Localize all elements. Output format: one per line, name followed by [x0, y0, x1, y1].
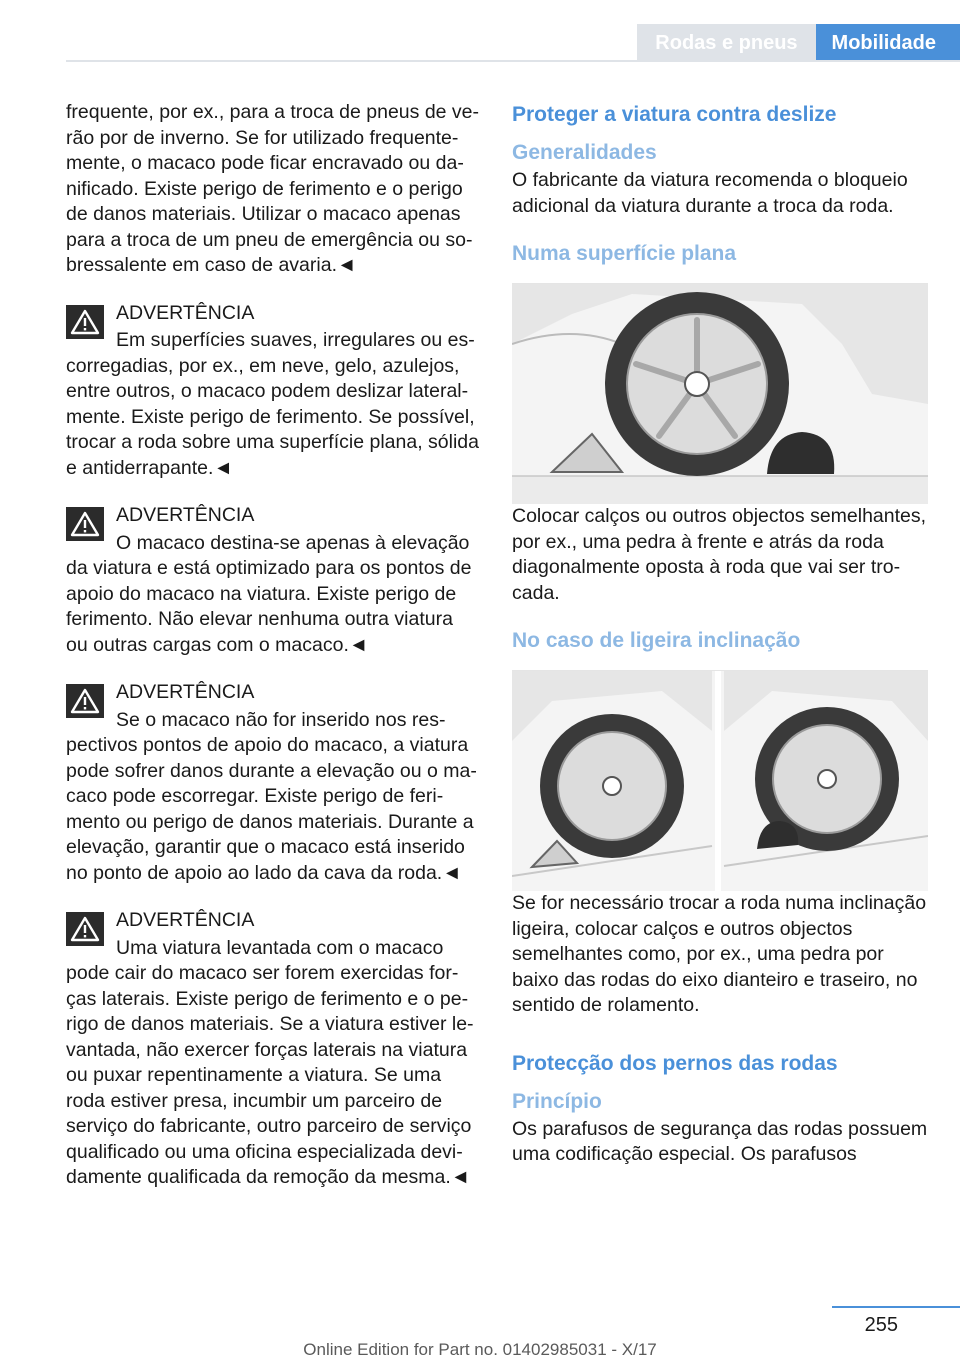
warning-text: Uma viatura levantada com o macaco pode cair do macaco ser forem exercidas forças laterais. Existe perigo de ferimento e o perigo de danos materiais. Se a viatura estiver levantada, não exercer forças laterais na viatura ou puxar repentinamente a viatura. Se uma roda estiver presa, incumbir um parceiro de serviço do fabricante, outro parceiro de serviço qualificado ou uma oficina especializada devidamente qualificada da remoção da mesma.◄: [66, 936, 474, 1188]
warning-triangle-icon: [66, 507, 104, 541]
warning-triangle-icon: [66, 912, 104, 946]
flat-surface-illustration: [512, 284, 928, 504]
subheading-principle: Princípio: [512, 1089, 602, 1113]
warning-block-1: [66, 301, 480, 482]
subheading-flat-surface: Numa superfície plana: [512, 242, 737, 265]
flat-surface-paragraph: Colocar calços ou outros objectos semelhantes, por ex., uma pedra à frente e atrás da roda diagonalmente oposta à roda que vai ser trocada.: [512, 505, 927, 604]
figure-incline: [512, 670, 928, 891]
warning-title: ADVERTÊNCIA: [116, 301, 255, 324]
warning-block-4: [66, 908, 480, 1191]
warning-title: ADVERTÊNCIA: [116, 504, 255, 526]
footer-edition: Online Edition for Part no. 01402985031 - X/17: [303, 1340, 657, 1359]
subheading-incline: No caso de ligeira inclinação: [512, 629, 801, 652]
intro-paragraph: frequente, por ex., para a troca de pneus de verão por de inverno. Se for utilizado frequentemente, o macaco pode ficar encravado ou danificado. Existe perigo de ferimento e o perigo de danos materiais. Utilizar o macaco apenas para a troca de um pneu de emergência ou sobressalente em caso de avaria.◄: [66, 101, 480, 276]
left-column: [66, 100, 480, 1191]
page-number: 255: [864, 1314, 898, 1336]
incline-illustration: [512, 671, 928, 891]
warning-text: Em superfícies suaves, irregulares ou escorregadias, por ex., em neve, gelo, azulejos, entre outros, o macaco podem deslizar lateralmente. Existe perigo de ferimento. Se possível, trocar a roda sobre uma superfície plana, sólida e antiderrapante.◄: [66, 329, 479, 479]
warning-text: O macaco destina-se apenas à elevação da viatura e está optimizado para os pontos de apoio do macaco na viatura. Existe perigo de ferimento. Não elevar nenhuma outra viatura ou outras cargas com o macaco.◄: [66, 531, 472, 656]
principle-paragraph: Os parafusos de segurança das rodas possuem uma codificação especial. Os parafusos: [512, 1117, 928, 1165]
warning-triangle-icon: [66, 684, 104, 718]
header-rule: [66, 60, 960, 62]
warning-title: ADVERTÊNCIA: [116, 909, 255, 931]
subheading-general: Generalidades: [512, 141, 657, 164]
section-title-wheel-chock: Proteger a viatura contra deslize: [512, 103, 837, 126]
right-column: [512, 100, 928, 1168]
warning-triangle-icon: [66, 305, 104, 339]
warning-title: ADVERTÊNCIA: [116, 681, 255, 703]
warning-text: Se o macaco não for inserido nos respectivos pontos de apoio do macaco, a viatura pode sofrer danos durante a elevação ou o macaco pode escorregar. Existe perigo de ferimento ou perigo de danos materiais. Durante a elevação, garantir que o macaco está inserido no ponto de apoio ao lado da cava da roda.◄: [66, 708, 477, 884]
warning-block-2: [66, 503, 480, 658]
header-section-tab[interactable]: Rodas e pneus: [637, 24, 815, 62]
header-tabs: [637, 24, 960, 62]
footer-rule: [832, 1306, 960, 1308]
warning-block-3: [66, 680, 480, 886]
general-paragraph: O fabricante da viatura recomenda o bloqueio adicional da viatura durante a troca da roda.: [512, 169, 908, 217]
figure-flat-surface: [512, 283, 928, 504]
header-chapter-tab[interactable]: Mobilidade: [816, 24, 960, 62]
incline-paragraph: Se for necessário trocar a roda numa inclinação ligeira, colocar calços e outros objectos semelhantes como, por ex., uma pedra por baixo das rodas do eixo dianteiro e traseiro, no sentido de rolamento.: [512, 892, 927, 1016]
section-title-wheel-bolt-lock: Protecção dos pernos das rodas: [512, 1051, 838, 1075]
